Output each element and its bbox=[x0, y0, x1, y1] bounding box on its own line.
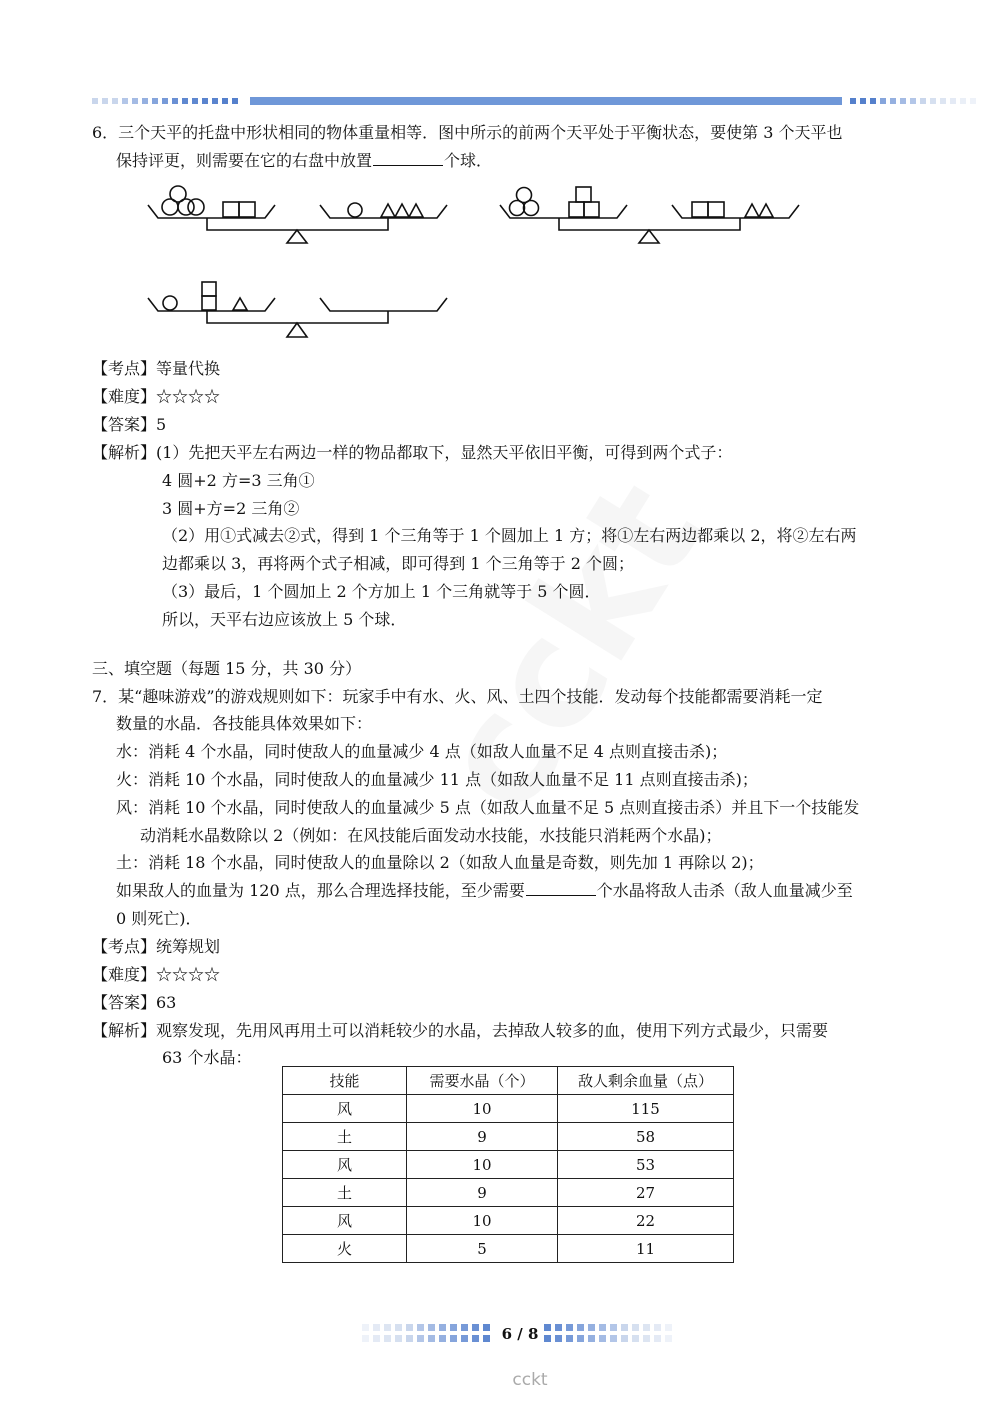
header-decor-bar bbox=[92, 97, 980, 105]
q7-skill-fire: 火：消耗 10 个水晶，同时使敌人的血量减少 11 点（如敌人血量不足 11 点则直接击杀)； bbox=[116, 770, 758, 789]
balance-1-left-pan bbox=[148, 205, 275, 218]
q7-question-line1b: 个水晶将敌人击杀（敌人血量减少至 bbox=[596, 881, 853, 900]
table-row bbox=[283, 1123, 734, 1151]
ball-icon bbox=[188, 199, 204, 215]
table-row bbox=[283, 1207, 734, 1235]
table-cell: 10 bbox=[407, 1095, 558, 1123]
square-icon bbox=[202, 282, 216, 296]
square-icon bbox=[576, 187, 591, 202]
table-cell: 土 bbox=[283, 1123, 407, 1151]
square-icon bbox=[692, 202, 708, 217]
balance-3-right-pan bbox=[320, 298, 447, 311]
balance-3 bbox=[148, 282, 447, 337]
q6-text-line2 bbox=[116, 151, 492, 171]
q6-step2-line1: （2）用①式减去②式，得到 1 个三角等于 1 个圆加上 1 方；将①左右两边都乘以 2，将②左右两 bbox=[162, 526, 857, 545]
balance-1-beam bbox=[207, 218, 388, 230]
q6-conclusion: 所以，天平右边应该放上 5 个球． bbox=[162, 610, 407, 629]
table-cell: 10 bbox=[407, 1207, 558, 1235]
footer-mark: cckt bbox=[512, 1370, 548, 1390]
q7-kaodian: 【考点】统筹规划 bbox=[92, 937, 221, 956]
table-cell: 风 bbox=[283, 1095, 407, 1123]
q7-skill-wind-line2: 动消耗水晶数除以 2（例如：在风技能后面发动水技能，水技能只消耗两个水晶)； bbox=[140, 826, 722, 845]
table-cell: 115 bbox=[558, 1095, 734, 1123]
balance-2-fulcrum bbox=[639, 230, 659, 243]
ball-icon bbox=[517, 188, 532, 203]
table-header-cell: 需要水晶（个） bbox=[407, 1067, 558, 1095]
square-icon bbox=[223, 202, 239, 217]
table-row bbox=[283, 1179, 734, 1207]
balance-2-beam bbox=[559, 218, 740, 230]
table-cell: 10 bbox=[407, 1151, 558, 1179]
table-cell: 9 bbox=[407, 1123, 558, 1151]
q6-text-line1: 6．三个天平的托盘中形状相同的物体重量相等．图中所示的前两个天平处于平衡状态，要使第 3 个天平也 bbox=[92, 123, 843, 142]
ball-icon bbox=[348, 203, 362, 217]
balance-2 bbox=[500, 187, 799, 243]
q7-question-line1 bbox=[116, 881, 853, 901]
page-number: 6 / 8 bbox=[501, 1325, 539, 1343]
table-cell: 53 bbox=[558, 1151, 734, 1179]
balance-1-fulcrum bbox=[287, 230, 307, 243]
table-cell: 火 bbox=[283, 1235, 407, 1263]
triangle-icon bbox=[759, 204, 773, 217]
balance-3-beam bbox=[207, 311, 388, 323]
q6-step2-line2: 边都乘以 3，再将两个式子相减，即可得到 1 个三角等于 2 个圆； bbox=[162, 554, 634, 573]
ball-icon bbox=[163, 296, 177, 310]
balance-2-left-pan bbox=[500, 205, 627, 218]
table-row bbox=[283, 1235, 734, 1263]
q6-equation-2: 3 圆+方=2 三角② bbox=[162, 499, 300, 518]
triangle-icon bbox=[381, 204, 395, 217]
square-icon bbox=[569, 202, 584, 217]
q7-question-line2: 0 则死亡)． bbox=[116, 909, 202, 928]
table-row bbox=[283, 1095, 734, 1123]
q6-text-line2b: 个球． bbox=[444, 151, 493, 170]
balance-3-fulcrum bbox=[287, 323, 307, 337]
q7-jiexi-line1: 【解析】观察发现，先用风再用土可以消耗较少的水晶，去掉敌人较多的血，使用下列方式最少，只需要 bbox=[92, 1021, 829, 1040]
q7-text-line1: 7．某“趣味游戏”的游戏规则如下：玩家手中有水、火、风、土四个技能．发动每个技能都需要消耗一定 bbox=[92, 687, 823, 706]
q6-text-line2a: 保持评更，则需要在它的右盘中放置 bbox=[116, 151, 373, 170]
square-icon bbox=[239, 202, 255, 217]
table-cell: 5 bbox=[407, 1235, 558, 1263]
q7-answer-blank bbox=[526, 881, 596, 896]
square-icon bbox=[708, 202, 724, 217]
table-header-row bbox=[283, 1067, 734, 1095]
balance-2-right-pan bbox=[672, 205, 799, 218]
table-cell: 27 bbox=[558, 1179, 734, 1207]
table-cell: 22 bbox=[558, 1207, 734, 1235]
q6-jiexi-line1: 【解析】(1）先把天平左右两边一样的物品都取下，显然天平依旧平衡，可得到两个式子： bbox=[92, 443, 733, 462]
balance-scales-figure bbox=[140, 180, 840, 345]
q6-daan: 【答案】5 bbox=[92, 415, 167, 434]
table-cell: 风 bbox=[283, 1207, 407, 1235]
triangle-icon bbox=[395, 204, 409, 217]
ball-icon bbox=[170, 186, 186, 202]
table-header-cell: 敌人剩余血量（点） bbox=[558, 1067, 734, 1095]
triangle-icon bbox=[745, 204, 759, 217]
table-cell: 11 bbox=[558, 1235, 734, 1263]
table-header-cell: 技能 bbox=[283, 1067, 407, 1095]
section-heading: 三、填空题（每题 15 分，共 30 分） bbox=[92, 659, 362, 678]
q7-question-line1a: 如果敌人的血量为 120 点，那么合理选择技能，至少需要 bbox=[116, 881, 525, 900]
table-row bbox=[283, 1151, 734, 1179]
balance-1 bbox=[148, 186, 447, 243]
table-cell: 风 bbox=[283, 1151, 407, 1179]
q7-skill-wind-line1: 风：消耗 10 个水晶，同时使敌人的血量减少 5 点（如敌人血量不足 5 点则直接击杀）并且下一个技能发 bbox=[116, 798, 860, 817]
q6-step3: （3）最后，1 个圆加上 2 个方加上 1 个三角就等于 5 个圆． bbox=[162, 582, 601, 601]
q7-nandu: 【难度】☆☆☆☆ bbox=[92, 965, 221, 984]
q7-text-line2: 数量的水晶．各技能具体效果如下： bbox=[116, 714, 373, 733]
q7-skill-earth: 土：消耗 18 个水晶，同时使敌人的血量除以 2（如敌人血量是奇数，则先加 1 再除以 2)； bbox=[116, 853, 764, 872]
square-icon bbox=[584, 202, 599, 217]
table-cell: 土 bbox=[283, 1179, 407, 1207]
table-cell: 9 bbox=[407, 1179, 558, 1207]
q6-equation-1: 4 圆+2 方=3 三角① bbox=[162, 471, 315, 490]
q6-nandu: 【难度】☆☆☆☆ bbox=[92, 387, 221, 406]
solution-table bbox=[282, 1066, 734, 1263]
triangle-icon bbox=[409, 204, 423, 217]
triangle-icon bbox=[233, 298, 247, 310]
q7-daan: 【答案】63 bbox=[92, 993, 177, 1012]
q7-skill-water: 水：消耗 4 个水晶，同时使敌人的血量减少 4 点（如敌人血量不足 4 点则直接击杀)； bbox=[116, 742, 728, 761]
q6-answer-blank bbox=[373, 151, 443, 166]
square-icon bbox=[202, 296, 216, 310]
q7-jiexi-line2: 63 个水晶： bbox=[162, 1048, 252, 1067]
q6-kaodian: 【考点】等量代换 bbox=[92, 359, 221, 378]
table-cell: 58 bbox=[558, 1123, 734, 1151]
